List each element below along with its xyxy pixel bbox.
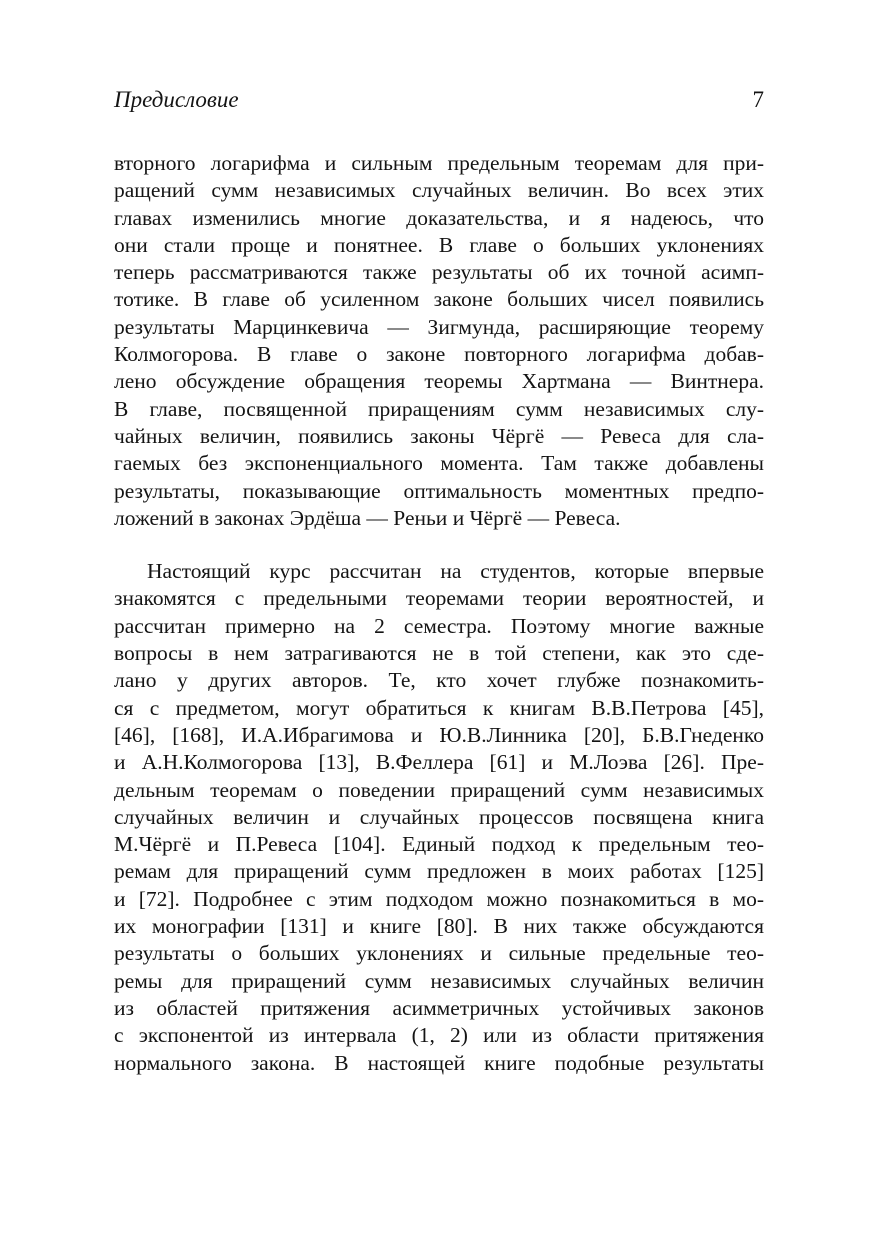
paragraph-1 [114, 150, 764, 532]
text-line: знакомятся с предельными теоремами теории вероятностей, и [114, 586, 764, 611]
text-line: ращений сумм независимых случайных величин. Во всех этих [114, 178, 764, 203]
text-line: с экспонентой из интервала (1, 2) или из области притяжения [114, 1023, 764, 1048]
text-line: вопросы в нем затрагиваются не в той степени, как это сде- [114, 641, 764, 666]
text-line: нормального закона. В настоящей книге подобные результаты [114, 1050, 764, 1075]
text-line: и [72]. Подробнее с этим подходом можно познакомиться в мо- [114, 886, 764, 911]
text-line: чайных величин, появились законы Чёргё — Ревеса для сла- [114, 423, 764, 448]
text-line: ся с предметом, могут обратиться к книгам В.В.Петрова [45], [114, 695, 764, 720]
text-line: и А.Н.Колмогорова [13], В.Феллера [61] и М.Лоэва [26]. Пре- [114, 750, 764, 775]
text-line: результаты о больших уклонениях и сильные предельные тео- [114, 941, 764, 966]
chapter-title: Предисловие [114, 87, 239, 112]
text-line: ремам для приращений сумм предложен в моих работах [125] [114, 859, 764, 884]
text-line: они стали проще и понятнее. В главе о больших уклонениях [114, 232, 764, 257]
paragraph-2 [114, 558, 764, 1077]
text-line: результаты Марцинкевича — Зигмунда, расширяющие теорему [114, 314, 764, 339]
text-line: лано у других авторов. Те, кто хочет глубже познакомить- [114, 668, 764, 693]
text-line: из областей притяжения асимметричных устойчивых законов [114, 995, 764, 1020]
text-line: теперь рассматриваются также результаты об их точной асимп- [114, 260, 764, 285]
running-head [114, 84, 764, 116]
text-line: М.Чёргё и П.Ревеса [104]. Единый подход к предельным тео- [114, 832, 764, 857]
text-line: Настоящий курс рассчитан на студентов, которые впервые [147, 559, 764, 584]
text-line: Колмогорова. В главе о законе повторного логарифма добав- [114, 342, 764, 367]
text-line: ремы для приращений сумм независимых случайных величин [114, 968, 764, 993]
text-line: главах изменились многие доказательства, и я надеюсь, что [114, 205, 764, 230]
text-line: дельным теоремам о поведении приращений сумм независимых [114, 777, 764, 802]
text-line: ложений в законах Эрдёша — Реньи и Чёргё — Ревеса. [114, 505, 621, 530]
text-line: рассчитан примерно на 2 семестра. Поэтому многие важные [114, 613, 764, 638]
text-line: В главе, посвященной приращениям сумм независимых слу- [114, 396, 764, 421]
text-line: случайных величин и случайных процессов посвящена книга [114, 804, 764, 829]
text-line: [46], [168], И.А.Ибрагимова и Ю.В.Линника [20], Б.В.Гнеденко [114, 722, 764, 747]
text-line: тотике. В главе об усиленном законе больших чисел появились [114, 287, 764, 312]
text-line: вторного логарифма и сильным предельным теоремам для при- [114, 151, 764, 175]
paragraph-gap [114, 532, 764, 558]
page-number: 7 [752, 87, 764, 112]
text-line: результаты, показывающие оптимальность моментных предпо- [114, 478, 764, 503]
text-line: их монографии [131] и книге [80]. В них также обсуждаются [114, 914, 764, 939]
body-text [114, 150, 764, 1077]
text-line: гаемых без экспоненциального момента. Там также добавлены [114, 451, 764, 476]
text-line: лено обсуждение обращения теоремы Хартмана — Винтнера. [114, 369, 764, 394]
